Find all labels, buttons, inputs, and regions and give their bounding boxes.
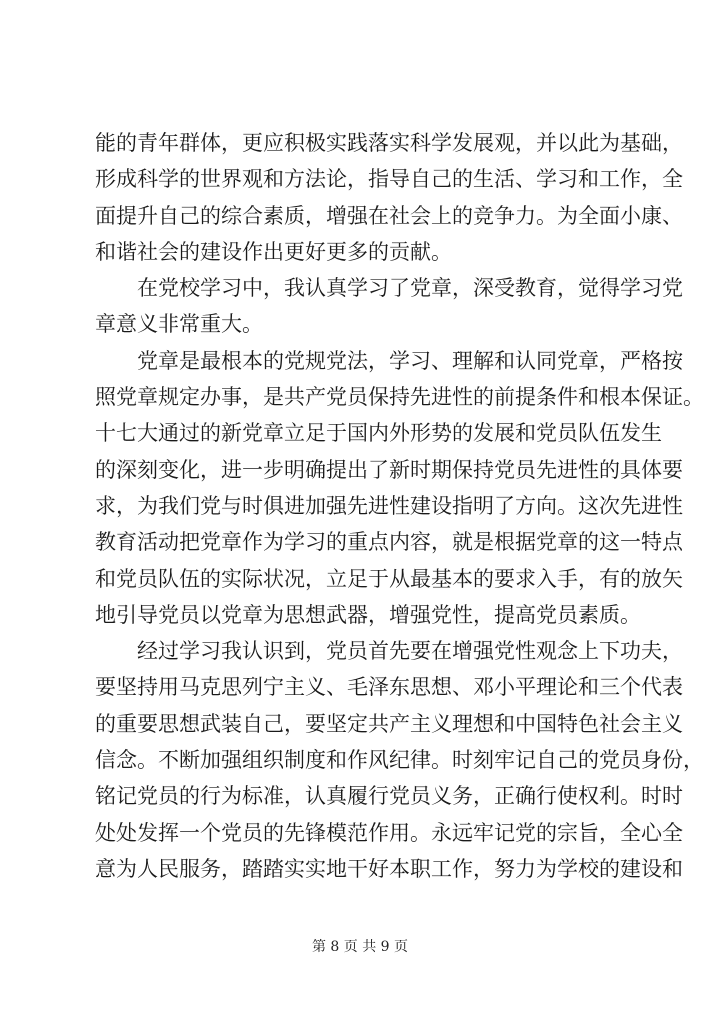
text-line: 章意义非常重大。 — [95, 312, 263, 337]
text-line: 要坚持用马克思列宁主义、毛泽东思想、邓小平理论和三个代表 — [95, 675, 683, 700]
text-line: 照党章规定办事，是共产党员保持先进性的前提条件和根本保证。 — [95, 385, 704, 410]
text-line: 经过学习我认识到，党员首先要在增强党性观念上下功夫， — [137, 639, 683, 664]
page-footer — [0, 936, 720, 956]
text-line: 和谐社会的建设作出更好更多的贡献。 — [95, 239, 452, 264]
text-line: 求，为我们党与时俱进加强先进性建设指明了方向。这次先进性 — [95, 493, 683, 518]
text-line: 意为人民服务，踏踏实实地干好本职工作，努力为学校的建设和 — [95, 856, 683, 881]
text-line: 和党员队伍的实际状况，立足于从最基本的要求入手，有的放矢 — [95, 566, 683, 591]
text-line: 信念。不断加强组织制度和作风纪律。时刻牢记自己的党员身份， — [95, 748, 704, 773]
text-line: 在党校学习中，我认真学习了党章，深受教育，觉得学习党 — [137, 276, 683, 301]
text-line: 处处发挥一个党员的先锋模范作用。永远牢记党的宗旨，全心全 — [95, 820, 683, 845]
page-number-label: 第 8 页 共 9 页 — [311, 939, 409, 955]
text-line: 面提升自己的综合素质，增强在社会上的竞争力。为全面小康、 — [95, 203, 683, 228]
text-line: 党章是最根本的党规党法，学习、理解和认同党章，严格按 — [137, 348, 683, 373]
text-line: 形成科学的世界观和方法论，指导自己的生活、学习和工作，全 — [95, 167, 683, 192]
text-line: 地引导党员以党章为思想武器，增强党性，提高党员素质。 — [95, 602, 641, 627]
text-line: 能的青年群体，更应积极实践落实科学发展观，并以此为基础， — [95, 131, 683, 155]
text-line: 十七大通过的新党章立足于国内外形势的发展和党员队伍发生 — [95, 421, 662, 446]
text-line: 教育活动把党章作为学习的重点内容，就是根据党章的这一特点 — [95, 530, 683, 555]
body-text — [95, 125, 704, 887]
text-line: 的重要思想武装自己，要坚定共产主义理想和中国特色社会主义 — [95, 711, 683, 736]
text-line: 的深刻变化，进一步明确提出了新时期保持党员先进性的具体要 — [95, 457, 683, 482]
text-line: 铭记党员的行为标准，认真履行党员义务，正确行使权利。时时 — [95, 784, 683, 809]
